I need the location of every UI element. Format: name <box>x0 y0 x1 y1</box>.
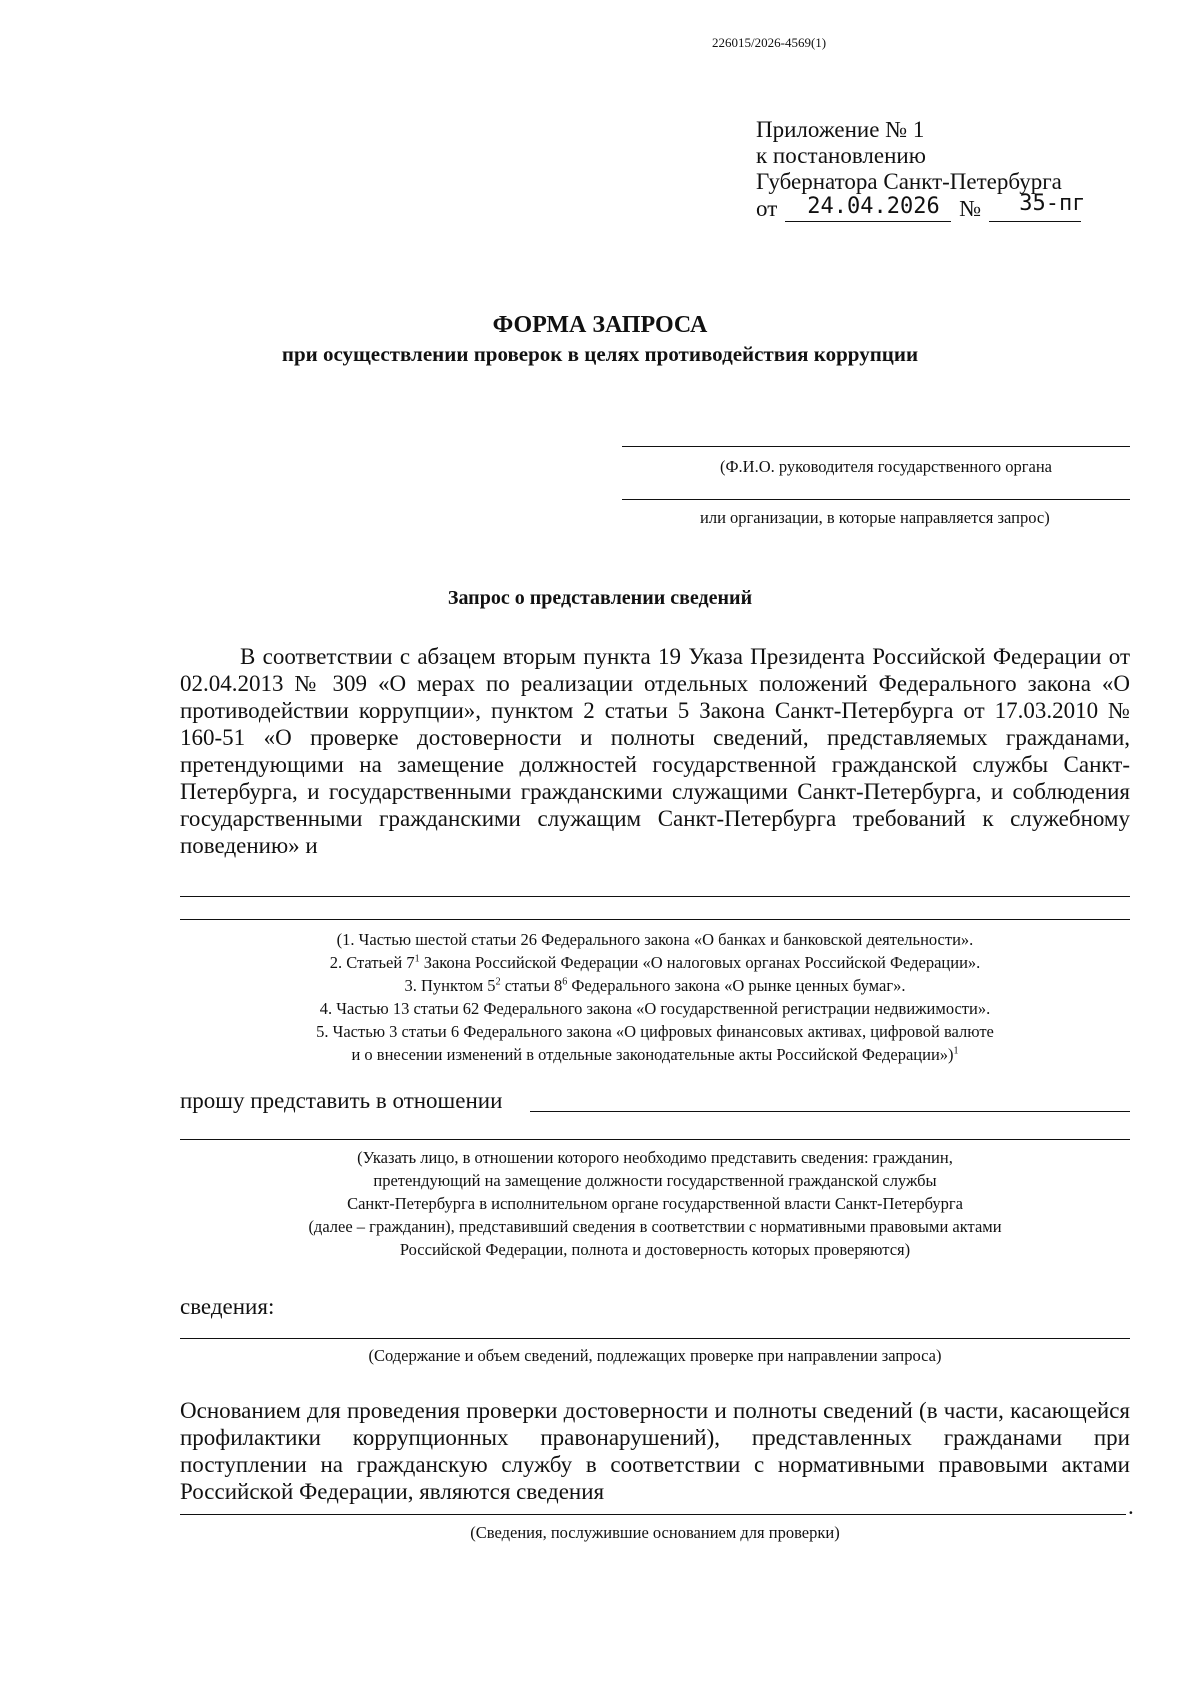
recipient-line-1[interactable] <box>622 446 1130 447</box>
info-label: сведения: <box>180 1294 275 1319</box>
document-id: 226015/2026-4569(1) <box>712 35 827 50</box>
date-field <box>785 195 951 222</box>
law-item-3: 3. Пунктом $5^2$ статьи $8^6$ Федерального закона «О рынке ценных бумаг». <box>404 976 906 995</box>
law-blank-line-2[interactable] <box>180 919 1130 920</box>
law-item-4: 4. Частью 13 статьи 62 Федерального закона «О государственной регистрации недвижимости». <box>319 999 991 1018</box>
form-title: ФОРМА ЗАПРОСА <box>492 312 708 338</box>
basis-dot: . <box>1128 1494 1134 1519</box>
recipient-line-2[interactable] <box>622 499 1130 500</box>
appendix-block <box>756 117 1086 222</box>
paragraph-basis: Основанием для проведения проверки достоверности и полноты сведений (в части, касающейся профилактики коррупционных правонарушений), представленных гражданами при поступлении на гражданскую службу в соответствии с нормативными правовыми актами Российской Федерации, являются сведения <box>180 1398 1130 1504</box>
appendix-line-2: к постановлению <box>756 143 926 168</box>
request-heading: Запрос о представлении сведений <box>447 587 753 609</box>
request-person-line-2[interactable] <box>180 1139 1130 1140</box>
number-prefix: № <box>959 196 982 221</box>
recipient-caption-1: (Ф.И.О. руководителя государственного органа <box>720 457 1052 476</box>
paragraph-main: В соответствии с абзацем вторым пункта 19 Указа Президента Российской Федерации от 02.04.2013 № 309 «О мерах по реализации отдельных положений Федерального закона «О противодействии коррупции», пунктом 2 статьи 5 Закона Санкт-Петербурга от 17.03.2010 № 160-51 «О проверке достоверности и полноты сведений, представляемых гражданами, претендующими на замещение должностей государственной гражданской службы Санкт-Петербурга, и государственными гражданскими служащими Санкт-Петербурга, и соблюдения государственными гражданскими служащим Санкт-Петербурга требований к служебному поведению» и <box>180 644 1130 858</box>
date-value: 24.04.2026 <box>807 194 940 219</box>
form-subtitle: при осуществлении проверок в целях противодействия коррупции <box>281 342 919 366</box>
law-item-5: 5. Частью 3 статьи 6 Федерального закона «О цифровых финансовых активах, цифровой валюте <box>316 1022 994 1041</box>
law-item-1: (1. Частью шестой статьи 26 Федерального закона «О банках и банковской деятельности». <box>336 930 974 949</box>
request-person-field[interactable] <box>530 1111 1130 1112</box>
basis-caption: (Сведения, послужившие основанием для проверки) <box>470 1523 840 1542</box>
law-blank-line-1[interactable] <box>180 896 1130 897</box>
appendix-line-3: Губернатора Санкт-Петербурга <box>756 169 1062 194</box>
number-value: 35-пг <box>1019 191 1086 216</box>
request-line-label: прошу представить в отношении <box>180 1088 503 1113</box>
number-field <box>989 191 1086 222</box>
law-item-6: и о внесении изменений в отдельные законодательные акты Российской Федерации»)$^1$ <box>351 1045 959 1064</box>
appendix-date-line <box>756 191 1086 222</box>
appendix-line-1: Приложение № 1 <box>756 117 925 142</box>
law-list <box>180 928 1130 1066</box>
info-caption: (Содержание и объем сведений, подлежащих проверке при направлении запроса) <box>368 1346 942 1365</box>
law-item-2: 2. Статьей $7^1$ Закона Российской Федерации «О налоговых органах Российской Федерации». <box>329 953 981 972</box>
recipient-caption-2: или организации, в которые направляется запрос) <box>700 508 1050 527</box>
person-caption: (Указать лицо, в отношении которого необходимо представить сведения: гражданин, претендующий на замещение должности государственной гражданской службы Санкт-Петербурга в исполнительном органе государственной власти Санкт-Петербурга (далее – гражданин), представивший сведения в соответствии с нормативными правовыми актами Российской Федерации, полнота и достоверность которых проверяются) <box>308 1148 1002 1259</box>
basis-field[interactable] <box>180 1514 1126 1515</box>
info-field[interactable] <box>180 1338 1130 1339</box>
date-prefix: от <box>756 196 778 221</box>
